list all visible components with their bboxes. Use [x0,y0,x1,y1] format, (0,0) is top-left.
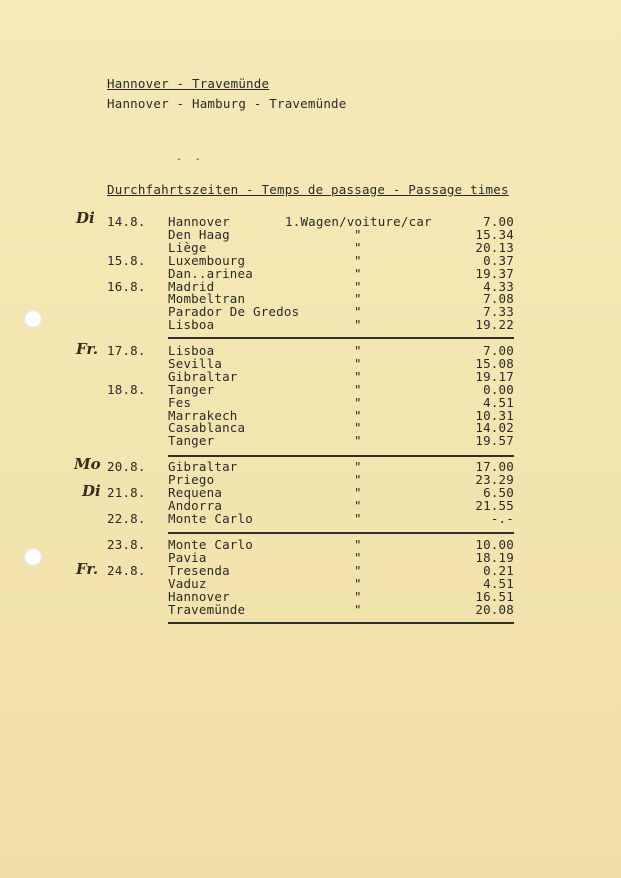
ditto-mark: " [354,394,362,410]
city-cell: Monte Carlo [168,537,253,552]
table-row [0,344,621,357]
table-row [0,318,621,331]
ditto-mark: " [354,484,362,500]
table-row [0,577,621,590]
handwritten-day: Fr. [76,560,99,578]
city-cell: Gibraltar [168,368,238,384]
table-row [0,267,621,280]
handwritten-day: Di [82,482,101,500]
table-row [0,538,621,551]
stray-mark: - - [176,154,201,165]
city-cell: Lisboa [168,343,215,358]
time-cell: 7.00 [483,214,514,229]
date-cell: 18.8. [107,381,146,397]
ditto-mark: " [354,265,362,281]
time-cell: 15.08 [475,355,514,371]
city-cell: Pavia [168,549,207,565]
ditto-mark: " [354,252,362,268]
date-cell: 14.8. [107,214,146,229]
city-cell: Madrid [168,278,215,294]
time-cell: 7.00 [483,343,514,358]
ditto-mark: " [354,549,362,565]
city-cell: Mombeltran [168,291,246,307]
time-cell: 23.29 [475,471,514,487]
table-row [0,564,621,577]
time-cell: 10.31 [475,407,514,423]
table-row [0,499,621,512]
city-cell: Tresenda [168,562,230,578]
time-cell: 0.21 [483,562,514,578]
ditto-mark: " [354,510,362,526]
ditto-mark: " [354,537,362,552]
city-cell: Hannover [168,214,230,229]
table-row [0,473,621,486]
time-cell: 6.50 [483,484,514,500]
time-cell: 4.51 [483,575,514,591]
table-row [0,512,621,525]
handwritten-day: Fr. [76,340,99,358]
time-cell: 14.02 [475,420,514,436]
time-cell: 20.08 [475,601,514,617]
ditto-mark: " [354,588,362,604]
table-row [0,590,621,603]
table-row [0,486,621,499]
table-row [0,603,621,616]
table-row [0,434,621,447]
table-row [0,254,621,267]
city-cell: Parador De Gredos [168,304,300,320]
city-cell: Monte Carlo [168,510,253,526]
handwritten-day: Mo [74,455,101,473]
city-cell: Tanger [168,433,215,449]
ditto-mark: " [354,317,362,333]
ditto-mark: " [354,291,362,307]
block-divider [168,337,514,339]
handwritten-day: Di [76,209,95,227]
table-row [0,241,621,254]
ditto-mark: " [354,381,362,397]
city-cell: Vaduz [168,575,207,591]
ditto-mark: " [354,368,362,384]
city-cell: Hannover [168,588,230,604]
city-cell: Fes [168,394,192,410]
section-title: Durchfahrtszeiten - Temps de passage - Passage times [107,182,509,197]
time-cell: 21.55 [475,497,514,513]
date-cell: 21.8. [107,484,146,500]
ditto-mark: " [354,420,362,436]
table-row [0,215,621,228]
table-row [0,421,621,434]
table-row [0,370,621,383]
time-cell: 18.19 [475,549,514,565]
table-row [0,228,621,241]
ditto-mark: " [354,343,362,358]
ditto-mark: " [354,562,362,578]
city-cell: Priego [168,471,215,487]
ditto-mark: " [354,433,362,449]
ditto-mark: " [354,278,362,294]
city-cell: Casablanca [168,420,246,436]
time-cell: 19.22 [475,317,514,333]
time-cell: 4.51 [483,394,514,410]
city-cell: Marrakech [168,407,238,423]
date-cell: 15.8. [107,252,146,268]
city-cell: Lisboa [168,317,215,333]
time-cell: 0.00 [483,381,514,397]
ditto-mark: " [354,226,362,242]
city-cell: Luxembourg [168,252,246,268]
time-cell: 4.33 [483,278,514,294]
table-row [0,460,621,473]
time-cell: 15.34 [475,226,514,242]
city-cell: Sevilla [168,355,223,371]
time-cell: 17.00 [475,459,514,474]
time-cell: 10.00 [475,537,514,552]
ditto-mark: " [354,355,362,371]
ditto-mark: " [354,497,362,513]
city-cell: Requena [168,484,223,500]
table-row [0,280,621,293]
table-row [0,383,621,396]
vehicle-label: 1.Wagen/voiture/car [285,214,432,229]
ditto-mark: " [354,407,362,423]
ditto-mark: " [354,601,362,617]
ditto-mark: " [354,459,362,474]
table-row [0,409,621,422]
city-cell: Dan..arinea [168,265,253,281]
city-cell: Gibraltar [168,459,238,474]
ditto-mark: " [354,575,362,591]
city-cell: Travemünde [168,601,246,617]
time-cell: 20.13 [475,239,514,255]
route-title-short: Hannover - Travemünde [107,76,270,91]
date-cell: 16.8. [107,278,146,294]
city-cell: Tanger [168,381,215,397]
table-row [0,357,621,370]
block-divider [168,455,514,457]
date-cell: 24.8. [107,562,146,578]
route-title-long: Hannover - Hamburg - Travemünde [107,96,347,111]
ditto-mark: " [354,304,362,320]
time-cell: 19.17 [475,368,514,384]
table-row [0,396,621,409]
time-cell: 16.51 [475,588,514,604]
time-cell: 19.37 [475,265,514,281]
ditto-mark: " [354,239,362,255]
time-cell: 19.57 [475,433,514,449]
table-row [0,551,621,564]
city-cell: Liège [168,239,207,255]
date-cell: 23.8. [107,537,146,552]
table-row [0,292,621,305]
time-cell: 7.08 [483,291,514,307]
city-cell: Den Haag [168,226,230,242]
date-cell: 20.8. [107,459,146,474]
time-cell: 0.37 [483,252,514,268]
date-cell: 17.8. [107,343,146,358]
city-cell: Andorra [168,497,223,513]
block-divider [168,532,514,534]
table-row [0,305,621,318]
date-cell: 22.8. [107,510,146,526]
time-cell: 7.33 [483,304,514,320]
block-divider [168,622,514,624]
ditto-mark: " [354,471,362,487]
time-cell: -.- [490,510,514,526]
